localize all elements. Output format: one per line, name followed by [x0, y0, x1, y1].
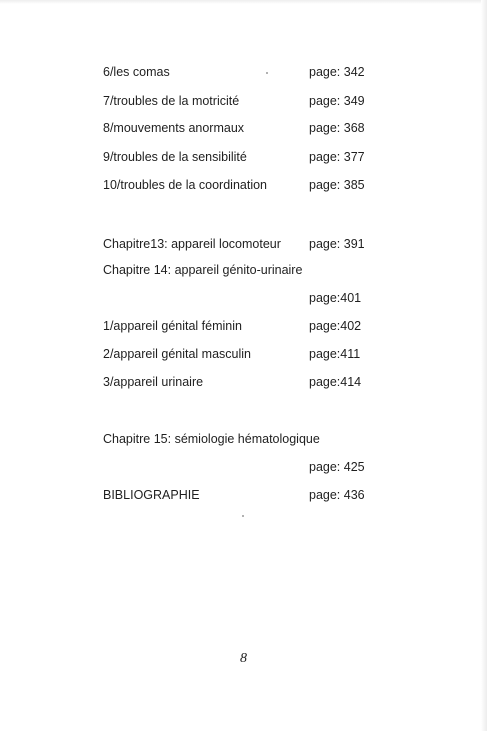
chapter-14-title: Chapitre 14: appareil génito-urinaire [103, 263, 303, 277]
toc-entry-page: page: 377 [309, 150, 365, 164]
toc-entry-title: 8/mouvements anormaux [103, 121, 245, 135]
toc-entry-title: 2/appareil génital masculin [103, 347, 252, 361]
toc-entry-title: 10/troubles de la coordination [103, 178, 268, 192]
toc-entry-page: page:402 [309, 319, 362, 333]
toc-entry-title: 7/troubles de la motricité [103, 94, 240, 108]
chapter-15-page: page: 425 [309, 460, 365, 474]
toc-entry-title: 3/appareil urinaire [103, 375, 204, 389]
toc-entry-page: page:411 [309, 347, 361, 361]
toc-entry-page: page: 349 [309, 94, 365, 108]
toc-entry-title: 9/troubles de la sensibilité [103, 150, 247, 164]
chapter-13-page: page: 391 [309, 237, 365, 251]
toc-entry-title: 1/appareil génital féminin [103, 319, 242, 333]
toc-entry-page: page: 368 [309, 121, 365, 135]
chapter-13-title: Chapitre13: appareil locomoteur [103, 237, 281, 251]
scan-edge-right [481, 0, 487, 731]
bibliography-title: BIBLIOGRAPHIE [103, 488, 200, 502]
chapter-14-page: page:401 [309, 291, 362, 305]
scan-speck [242, 515, 244, 517]
toc-entry-page: page: 385 [309, 178, 365, 192]
toc-entry-page: page: 342 [309, 65, 365, 79]
chapter-15-title: Chapitre 15: sémiologie hématologique [103, 432, 320, 446]
bibliography-page: page: 436 [309, 488, 365, 502]
scan-speck [266, 72, 268, 74]
scan-edge-top [0, 0, 487, 4]
toc-entry-page: page:414 [309, 375, 362, 389]
toc-entry-title: 6/les comas [103, 65, 170, 79]
page-number: 8 [240, 651, 247, 666]
